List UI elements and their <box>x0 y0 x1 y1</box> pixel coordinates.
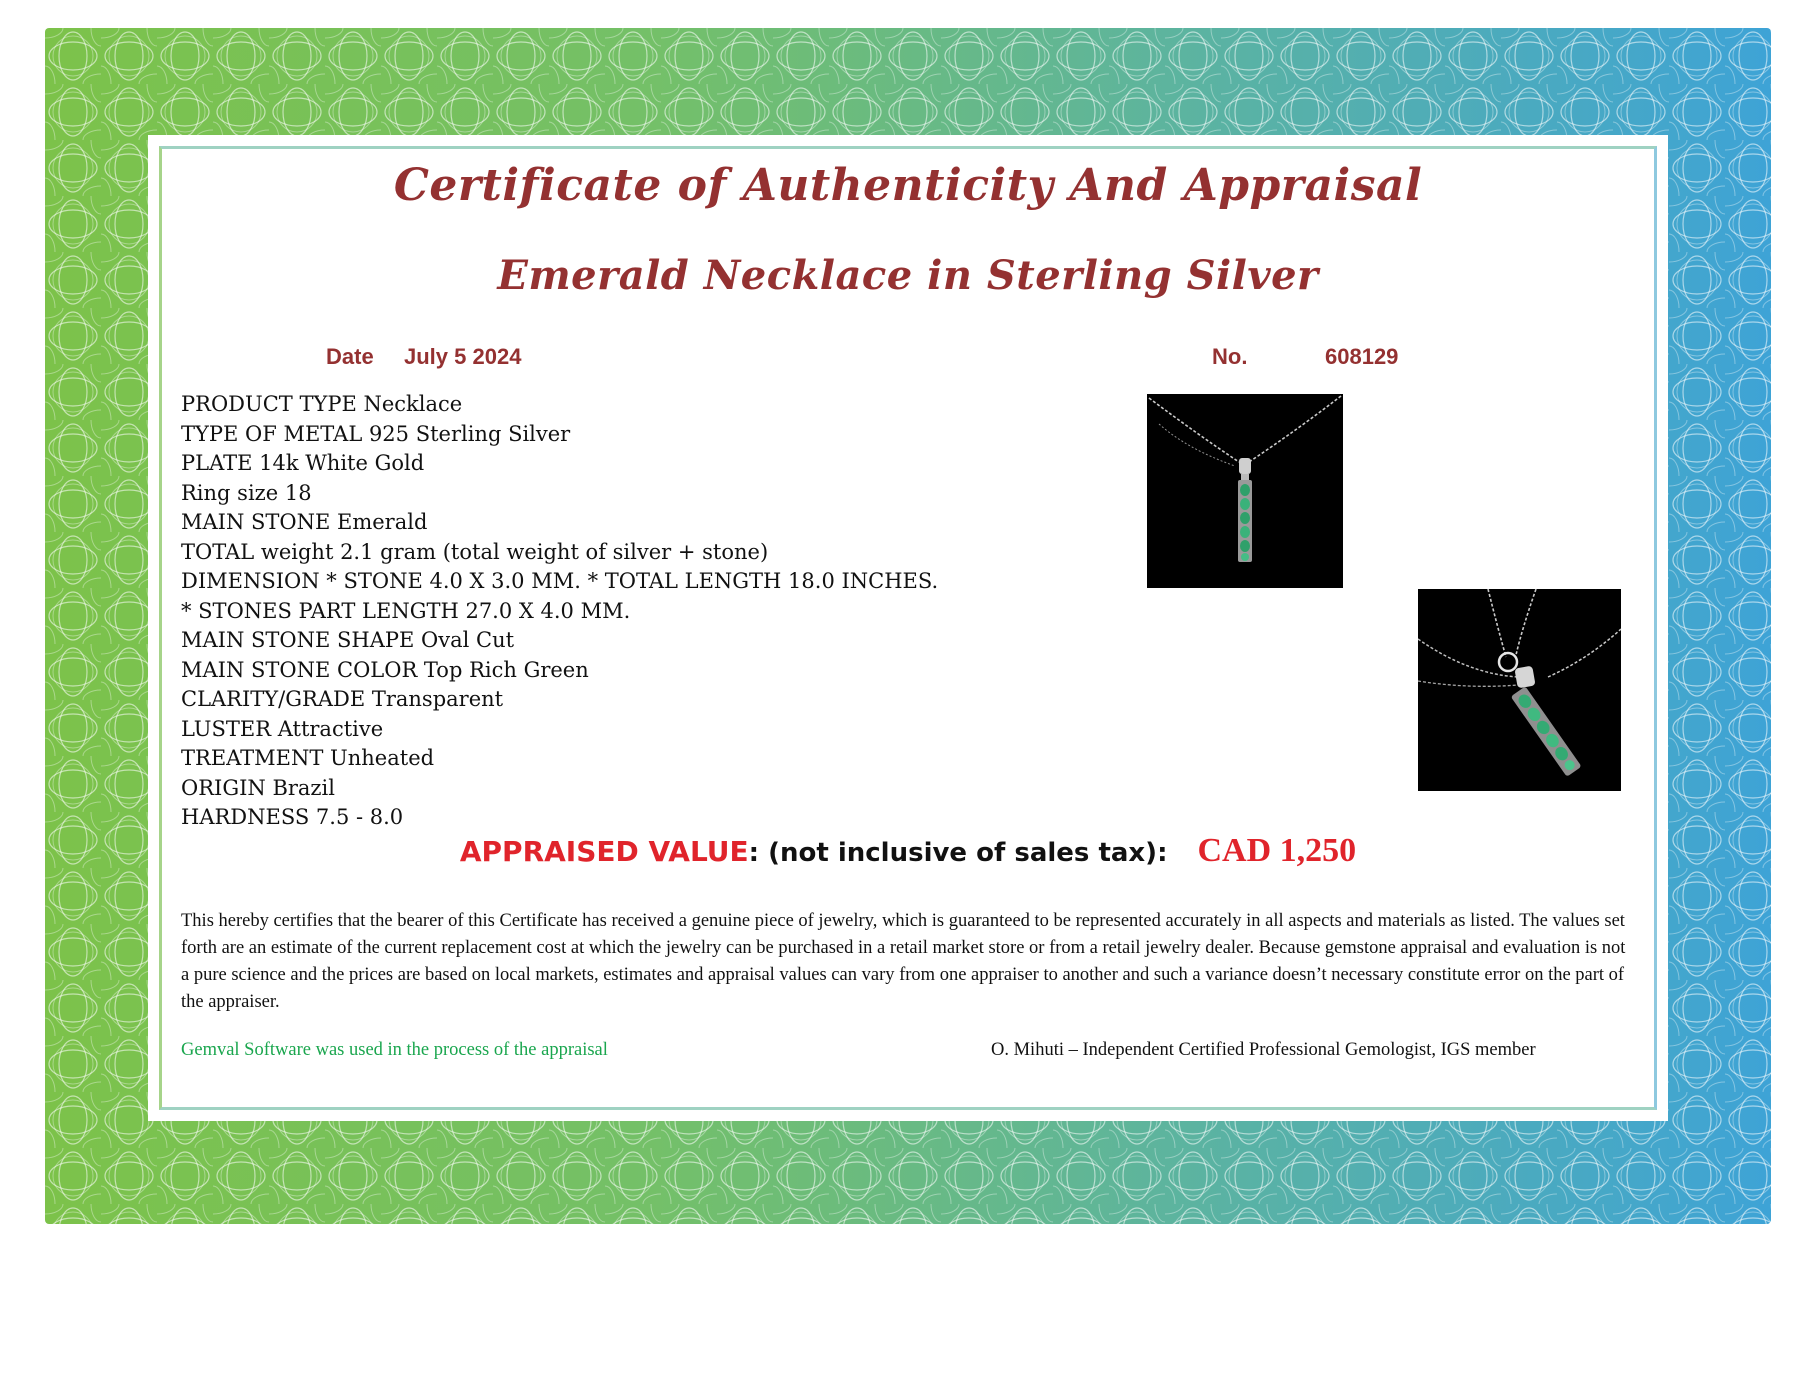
certificate-subtitle: Emerald Necklace in Sterling Silver <box>497 252 1319 299</box>
necklace-pendant-icon <box>1147 394 1343 588</box>
spec-clarity: CLARITY/GRADE Transparent <box>181 687 504 711</box>
certificate-title: Certificate of Authenticity And Appraisal <box>393 160 1423 211</box>
spec-origin: ORIGIN Brazil <box>181 775 335 800</box>
spec-main-stone: MAIN STONE Emerald <box>181 510 428 534</box>
date-label: Date <box>326 344 374 369</box>
number-label: No. <box>1212 344 1248 369</box>
spec-total-weight: TOTAL weight 2.1 gram (total weight of silver + stone) <box>181 539 769 564</box>
number-value: 608129 <box>1325 344 1399 369</box>
certificate-body <box>153 140 1663 1116</box>
appraised-value-label: APPRAISED VALUE <box>459 835 749 868</box>
spec-dimension: DIMENSION * STONE 4.0 X 3.0 MM. * TOTAL LENGTH 18.0 INCHES. <box>181 569 939 593</box>
spec-hardness: HARDNESS 7.5 - 8.0 <box>181 805 404 829</box>
spec-stone-shape: MAIN STONE SHAPE Oval Cut <box>181 628 515 652</box>
spec-luster: LUSTER Attractive <box>181 716 384 741</box>
software-note: Gemval Software was used in the process of the appraisal <box>181 1040 608 1060</box>
emerald-necklace-photo-front <box>1147 394 1343 588</box>
spec-stone-color: MAIN STONE COLOR Top Rich Green <box>181 657 589 682</box>
appraised-value-amount: CAD 1,250 <box>1197 832 1357 869</box>
appraised-value <box>153 832 1663 870</box>
spec-product-type: PRODUCT TYPE Necklace <box>181 392 463 416</box>
emerald-necklace-photo-angled <box>1418 589 1621 791</box>
spec-ring-size: Ring size 18 <box>181 480 312 505</box>
spec-metal: TYPE OF METAL 925 Sterling Silver <box>181 421 571 446</box>
specifications-list <box>181 390 938 833</box>
gemologist-signature: O. Mihuti – Independent Certified Professional Gemologist, IGS member <box>991 1040 1536 1060</box>
spec-stones-length: * STONES PART LENGTH 27.0 X 4.0 MM. <box>181 598 631 623</box>
necklace-pendant-icon <box>1418 589 1621 791</box>
spec-plate: PLATE 14k White Gold <box>181 451 425 475</box>
date-value: July 5 2024 <box>404 344 522 369</box>
appraised-value-note: : (not inclusive of sales tax): <box>748 838 1168 868</box>
certification-disclaimer: This hereby certifies that the bearer of this Certificate has received a genuine piece of jewelry, which is guaranteed to be represented accurately in all aspects and materials as listed. The values set forth are an estimate of the current replacement cost at which the jewelry can be purchased in a retail market store or from a retail jewelry dealer. Because gemstone appraisal and evaluation is not a pure science and the prices are based on local markets, estimates and appraisal values can vary from one appraiser to another and such a variance doesn’t necessary constitute error on the part of the appraiser. <box>181 911 1626 1012</box>
spec-treatment: TREATMENT Unheated <box>181 746 435 770</box>
